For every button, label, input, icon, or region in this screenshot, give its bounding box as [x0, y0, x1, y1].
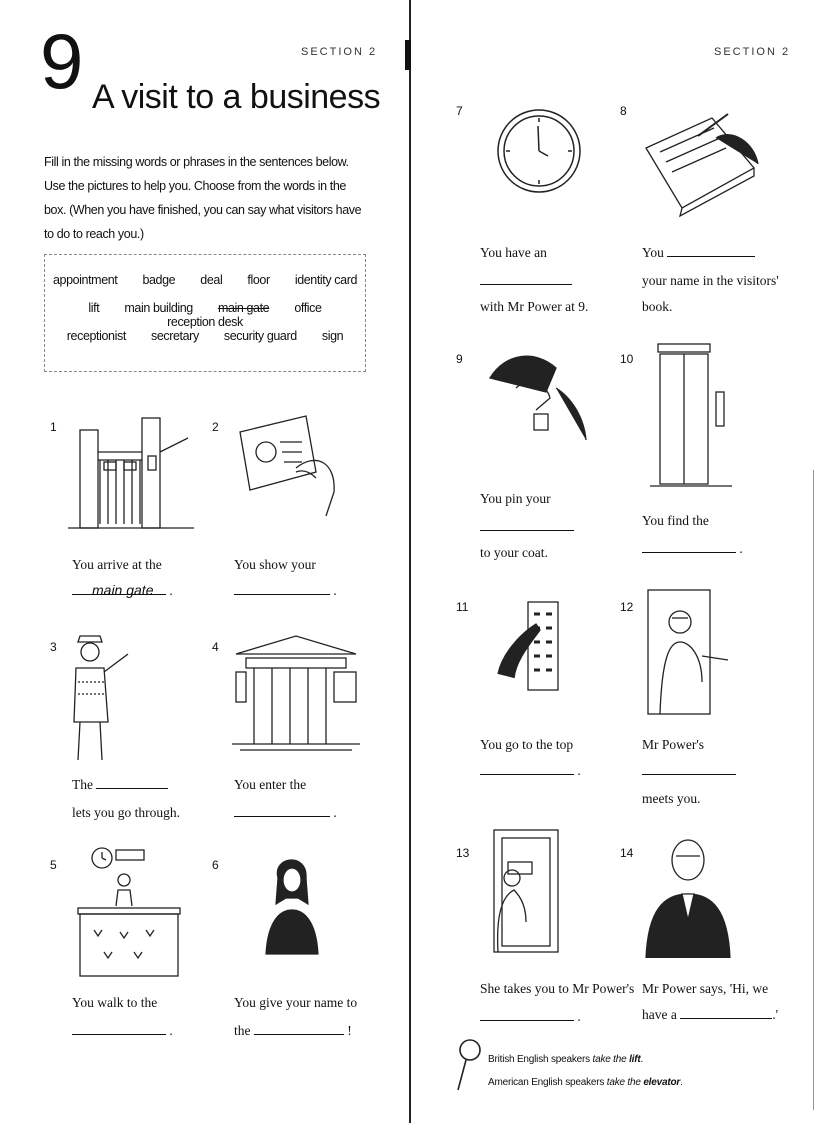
- instructions: Fill in the missing words or phrases in the sentences below. Use the pictures to help you. Choose from the words in the box. (When you have finished, you can say what visitors have to do to reach you.): [44, 155, 362, 241]
- item-4-text: You enter the: [234, 777, 307, 792]
- item-5-answer-line: .: [72, 1022, 173, 1040]
- word: receptionist: [66, 329, 126, 343]
- section-label-left: SECTION 2: [301, 46, 378, 58]
- secretary-illustration: [644, 586, 732, 718]
- lift-illustration: [650, 340, 732, 488]
- word: deal: [200, 273, 223, 287]
- item-3-text-2: lets you go through.: [72, 805, 180, 820]
- item-number: 10: [620, 352, 634, 366]
- identity-card-illustration: [236, 412, 346, 522]
- word: lift: [88, 301, 100, 315]
- item-number: 6: [212, 858, 219, 872]
- item-number: 11: [456, 600, 469, 614]
- note-american: American English speakers take the elevator.: [488, 1077, 683, 1088]
- word: sign: [321, 329, 344, 343]
- word: reception desk: [167, 315, 243, 329]
- word: office: [294, 301, 322, 315]
- item-3-text: The: [72, 776, 168, 794]
- item-8-text-2: your name in the visitors': [642, 273, 779, 288]
- item-12-text: Mr Power's: [642, 737, 705, 752]
- item-7-answer-line: [480, 272, 572, 290]
- item-2-text: You show your: [234, 557, 316, 572]
- lift-buttons-illustration: [496, 594, 566, 694]
- item-9-answer-line: [480, 518, 574, 536]
- item-number: 9: [456, 352, 463, 366]
- word: identity card: [294, 273, 358, 287]
- word: floor: [247, 273, 270, 287]
- item-number: 13: [456, 846, 470, 860]
- item-8-text-3: book.: [642, 299, 673, 314]
- item-9-text-2: to your coat.: [480, 545, 548, 560]
- item-14-text: Mr Power says, 'Hi, we: [642, 981, 769, 996]
- unit-number: 9: [40, 17, 84, 105]
- page-title: A visit to a business: [92, 78, 381, 116]
- badge-illustration: [486, 348, 590, 444]
- item-1-answer: main gate: [92, 582, 154, 598]
- receptionist-illustration: [262, 848, 322, 956]
- item-number: 8: [620, 104, 627, 118]
- section-label-right: SECTION 2: [714, 46, 791, 58]
- item-number: 12: [620, 600, 634, 614]
- item-number: 14: [620, 846, 634, 860]
- word: badge: [142, 273, 176, 287]
- item-4-answer-line: .: [234, 804, 337, 822]
- word: appointment: [52, 273, 118, 287]
- item-10-answer-line: .: [642, 540, 743, 558]
- word: secretary: [150, 329, 199, 343]
- word-row-2: [45, 301, 365, 329]
- office-door-illustration: [486, 826, 564, 956]
- item-number: 1: [50, 420, 57, 434]
- main-building-illustration: [232, 630, 360, 754]
- page-edge: [813, 470, 814, 1110]
- note-british: British English speakers take the lift.: [488, 1054, 644, 1065]
- item-number: 3: [50, 640, 57, 654]
- item-6-answer-line: the !: [234, 1023, 352, 1038]
- word-box: [44, 254, 366, 372]
- item-6-text: You give your name to: [234, 995, 358, 1010]
- magnifier-icon: [454, 1038, 482, 1094]
- word: main building: [124, 301, 193, 315]
- item-13-text: She takes you to Mr Power's: [480, 981, 635, 996]
- item-number: 7: [456, 104, 463, 118]
- item-7-text: You have an: [480, 245, 547, 260]
- security-guard-illustration: [66, 632, 136, 764]
- clock-illustration: [494, 106, 584, 196]
- item-14-answer-line: have a .': [642, 1007, 779, 1022]
- item-11-text: You go to the top: [480, 737, 574, 752]
- item-number: 5: [50, 858, 57, 872]
- visitors-book-illustration: [642, 108, 762, 220]
- item-1-answer-line: .: [72, 582, 173, 600]
- item-7-text-2: with Mr Power at 9.: [480, 299, 589, 314]
- item-1-text: You arrive at the: [72, 557, 162, 572]
- item-number: 4: [212, 640, 219, 654]
- reception-desk-illustration: [74, 846, 184, 980]
- item-number: 2: [212, 420, 219, 434]
- mr-power-illustration: [640, 830, 736, 960]
- item-10-text: You find the: [642, 513, 709, 528]
- item-9-text: You pin your: [480, 491, 551, 506]
- item-12-text-2: meets you.: [642, 791, 701, 806]
- item-8-text: You: [642, 244, 755, 262]
- item-11-answer-line: .: [480, 762, 581, 780]
- word-row-1: [45, 273, 365, 287]
- item-12-answer-line: [642, 762, 736, 780]
- main-gate-illustration: [68, 412, 194, 534]
- item-5-text: You walk to the: [72, 995, 158, 1010]
- item-13-answer-line: .: [480, 1008, 581, 1026]
- word-row-3: [45, 329, 365, 343]
- item-2-answer-line: .: [234, 582, 337, 600]
- spine-mark: [405, 40, 411, 70]
- word-crossed-out: main gate: [217, 301, 270, 315]
- word: security guard: [223, 329, 297, 343]
- page-spine: [409, 0, 411, 1123]
